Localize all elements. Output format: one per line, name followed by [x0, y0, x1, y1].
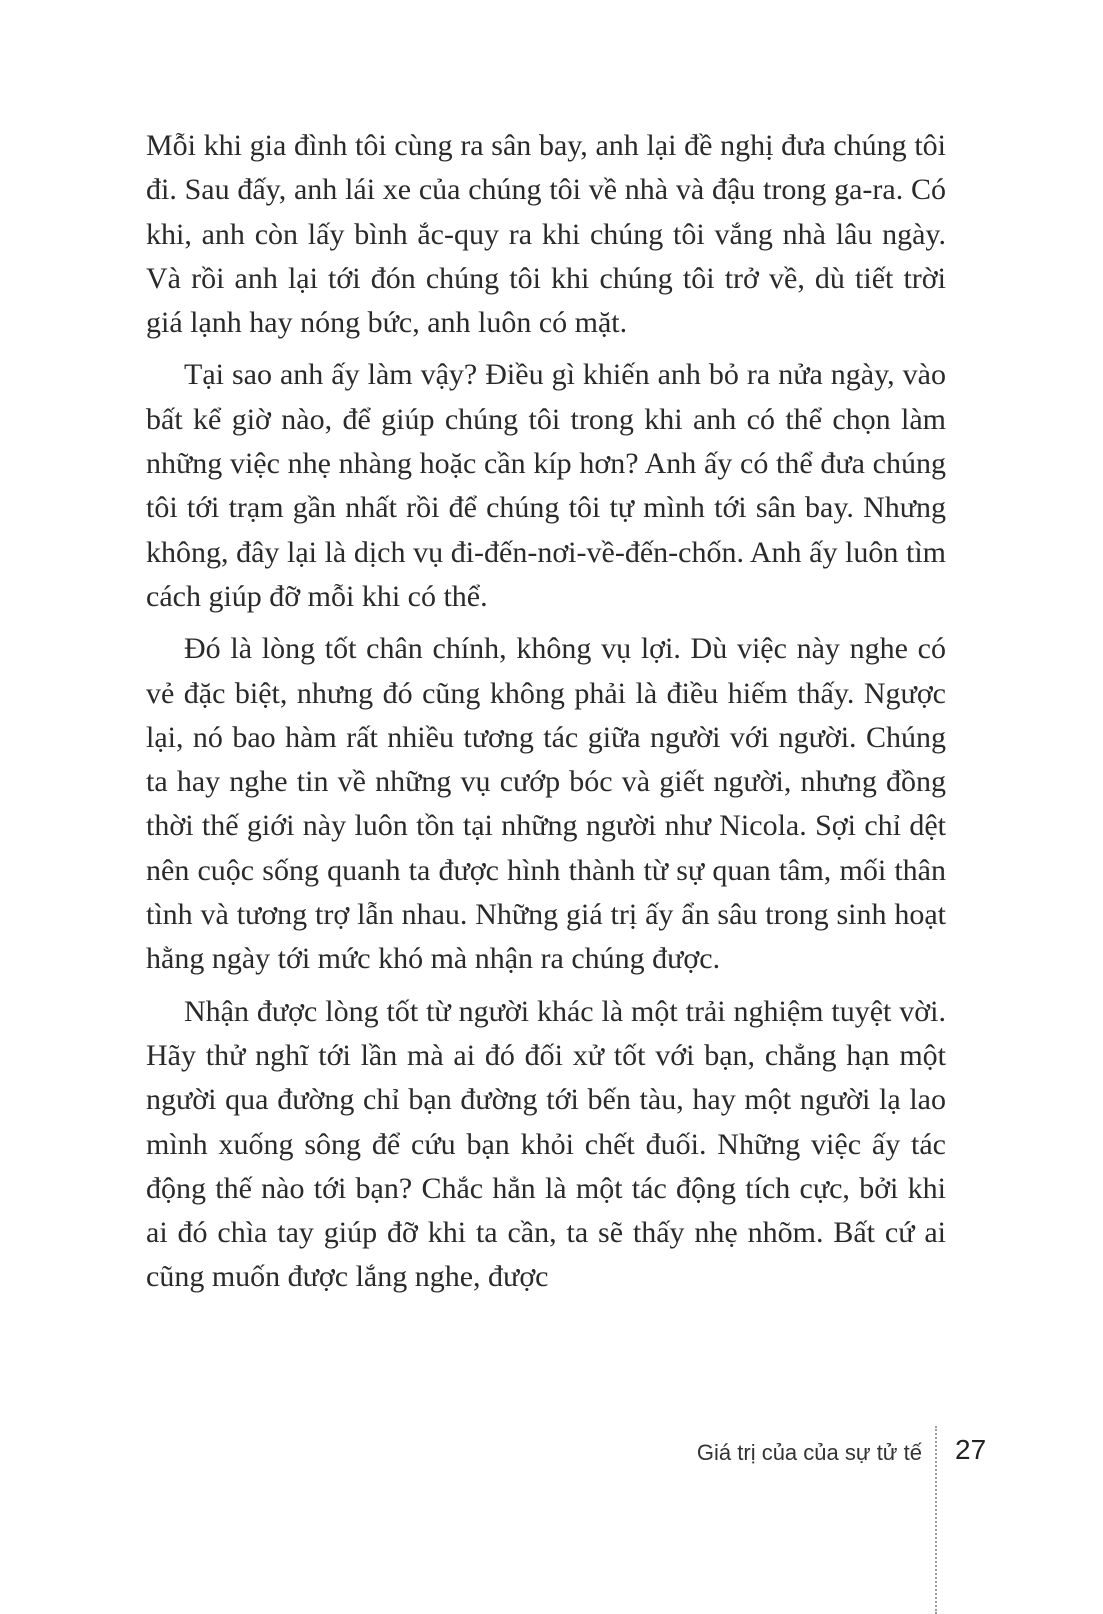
- footer-divider: [935, 1426, 937, 1614]
- paragraph-3: Đó là lòng tốt chân chính, không vụ lợi. Dù việc này nghe có vẻ đặc biệt, nhưng đó cũng không phải là điều hiếm thấy. Ngược lại, nó bao hàm rất nhiều tương tác giữa người với người. Chúng ta hay nghe tin về những vụ cướp bóc và giết người, nhưng đồng thời thế giới này luôn tồn tại những người như Nicola. Sợi chỉ dệt nên cuộc sống quanh ta được hình thành từ sự quan tâm, mối thân tình và tương trợ lẫn nhau. Những giá trị ấy ẩn sâu trong sinh hoạt hằng ngày tới mức khó mà nhận ra chúng được.: [146, 632, 946, 976]
- paragraph-1: Mỗi khi gia đình tôi cùng ra sân bay, anh lại đề nghị đưa chúng tôi đi. Sau đấy, anh lái xe của chúng tôi về nhà và đậu trong ga-ra. Có khi, anh còn lấy bình ắc-quy ra khi chúng tôi vắng nhà lâu ngày. Và rồi anh lại tới đón chúng tôi khi chúng tôi trở về, dù tiết trời giá lạnh hay nóng bức, anh luôn có mặt.: [146, 129, 946, 340]
- page-body: [146, 124, 946, 1308]
- paragraph-2: Tại sao anh ấy làm vậy? Điều gì khiến anh bỏ ra nửa ngày, vào bất kể giờ nào, để giúp chúng tôi trong khi anh có thể chọn làm những việc nhẹ nhàng hoặc cần kíp hơn? Anh ấy có thể đưa chúng tôi tới trạm gần nhất rồi để chúng tôi tự mình tới sân bay. Nhưng không, đây lại là dịch vụ đi-đến-nơi-về-đến-chốn. Anh ấy luôn tìm cách giúp đỡ mỗi khi có thể.: [146, 358, 946, 613]
- paragraph-4: Nhận được lòng tốt từ người khác là một trải nghiệm tuyệt vời. Hãy thử nghĩ tới lần mà ai đó đối xử tốt với bạn, chẳng hạn một người qua đường chỉ bạn đường tới bến tàu, hay một người lạ lao mình xuống sông để cứu bạn khỏi chết đuối. Những việc ấy tác động thế nào tới bạn? Chắc hẳn là một tác động tích cực, bởi khi ai đó chìa tay giúp đỡ khi ta cần, ta sẽ thấy nhẹ nhõm. Bất cứ ai cũng muốn được lắng nghe, được: [146, 994, 946, 1294]
- page-number: 27: [955, 1434, 987, 1465]
- running-footer-title: Giá trị của của sự tử tế: [696, 1440, 922, 1465]
